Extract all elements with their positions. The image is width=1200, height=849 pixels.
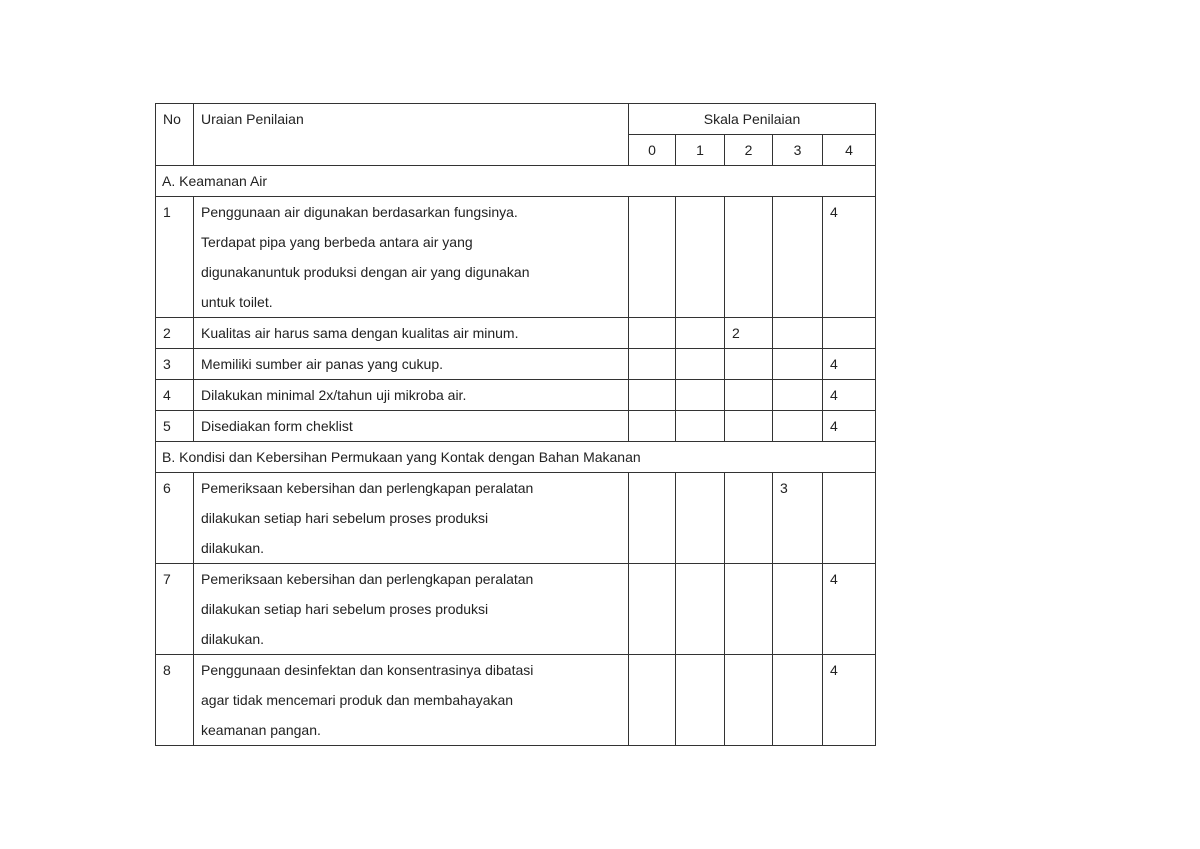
score-cell-4: 4: [823, 655, 876, 746]
score-cell-3: [773, 197, 823, 318]
assessment-table: [155, 103, 876, 746]
table-row: [156, 655, 876, 746]
row-description: [194, 564, 629, 655]
score-cell-2: [725, 655, 773, 746]
score-cell-1: [676, 564, 725, 655]
row-description: [194, 318, 629, 349]
score-cell-0: [629, 318, 676, 349]
score-cell-4: 4: [823, 411, 876, 442]
section-row: [156, 442, 876, 473]
score-cell-2: [725, 473, 773, 564]
table-row: [156, 349, 876, 380]
description-line: keamanan pangan.: [201, 722, 321, 738]
score-cell-1: [676, 411, 725, 442]
section-title: B. Kondisi dan Kebersihan Permukaan yang Kontak dengan Bahan Makanan: [156, 442, 876, 473]
score-cell-4: 4: [823, 564, 876, 655]
score-cell-0: [629, 473, 676, 564]
score-cell-3: 3: [773, 473, 823, 564]
score-cell-4: [823, 473, 876, 564]
score-cell-2: [725, 411, 773, 442]
description-line: Dilakukan minimal 2x/tahun uji mikroba air.: [201, 387, 467, 403]
description-line: Pemeriksaan kebersihan dan perlengkapan peralatan: [201, 571, 534, 587]
description-line: Memiliki sumber air panas yang cukup.: [201, 356, 443, 372]
score-cell-4: [823, 318, 876, 349]
score-cell-3: [773, 564, 823, 655]
table-row: [156, 197, 876, 318]
description-line: dilakukan.: [201, 540, 265, 556]
description-line: untuk toilet.: [201, 294, 273, 310]
score-cell-0: [629, 655, 676, 746]
score-cell-3: [773, 655, 823, 746]
score-cell-1: [676, 473, 725, 564]
description-line: digunakanuntuk produksi dengan air yang digunakan: [201, 264, 530, 280]
score-cell-2: [725, 349, 773, 380]
table-row: [156, 411, 876, 442]
row-number: 5: [156, 411, 194, 442]
score-cell-0: [629, 564, 676, 655]
score-cell-2: 2: [725, 318, 773, 349]
table-row: [156, 318, 876, 349]
score-cell-4: 4: [823, 380, 876, 411]
row-description: [194, 380, 629, 411]
score-cell-1: [676, 197, 725, 318]
description-line: dilakukan.: [201, 631, 265, 647]
row-number: 3: [156, 349, 194, 380]
row-description: [194, 655, 629, 746]
row-description: [194, 473, 629, 564]
row-description: [194, 349, 629, 380]
table-row: [156, 380, 876, 411]
score-cell-3: [773, 349, 823, 380]
scale-2: 2: [725, 135, 773, 166]
description-line: agar tidak mencemari produk dan membahayakan: [201, 692, 514, 708]
score-cell-3: [773, 380, 823, 411]
score-cell-4: 4: [823, 197, 876, 318]
row-description: [194, 411, 629, 442]
score-cell-2: [725, 380, 773, 411]
description-line: Disediakan form cheklist: [201, 418, 353, 434]
scale-4: 4: [823, 135, 876, 166]
scale-1: 1: [676, 135, 725, 166]
row-number: 4: [156, 380, 194, 411]
score-cell-0: [629, 197, 676, 318]
description-line: Terdapat pipa yang berbeda antara air yang: [201, 234, 473, 250]
score-cell-1: [676, 380, 725, 411]
row-number: 2: [156, 318, 194, 349]
score-cell-0: [629, 380, 676, 411]
description-line: Penggunaan air digunakan berdasarkan fungsinya.: [201, 204, 518, 220]
table-row: [156, 473, 876, 564]
section-row: [156, 166, 876, 197]
scale-0: 0: [629, 135, 676, 166]
header-scale-title: Skala Penilaian: [629, 104, 876, 135]
score-cell-0: [629, 411, 676, 442]
score-cell-2: [725, 197, 773, 318]
table-row: [156, 564, 876, 655]
description-line: Pemeriksaan kebersihan dan perlengkapan peralatan: [201, 480, 534, 496]
header-row: [156, 104, 876, 135]
score-cell-1: [676, 655, 725, 746]
description-line: dilakukan setiap hari sebelum proses produksi: [201, 510, 489, 526]
score-cell-3: [773, 411, 823, 442]
row-number: 8: [156, 655, 194, 746]
header-description: Uraian Penilaian: [194, 104, 629, 166]
score-cell-2: [725, 564, 773, 655]
header-no: No: [156, 104, 194, 166]
score-cell-3: [773, 318, 823, 349]
score-cell-1: [676, 318, 725, 349]
score-cell-4: 4: [823, 349, 876, 380]
score-cell-0: [629, 349, 676, 380]
description-line: dilakukan setiap hari sebelum proses produksi: [201, 601, 489, 617]
row-number: 1: [156, 197, 194, 318]
score-cell-1: [676, 349, 725, 380]
scale-3: 3: [773, 135, 823, 166]
row-number: 7: [156, 564, 194, 655]
description-line: Penggunaan desinfektan dan konsentrasinya dibatasi: [201, 662, 534, 678]
section-title: A. Keamanan Air: [156, 166, 876, 197]
row-number: 6: [156, 473, 194, 564]
row-description: [194, 197, 629, 318]
description-line: Kualitas air harus sama dengan kualitas air minum.: [201, 325, 519, 341]
